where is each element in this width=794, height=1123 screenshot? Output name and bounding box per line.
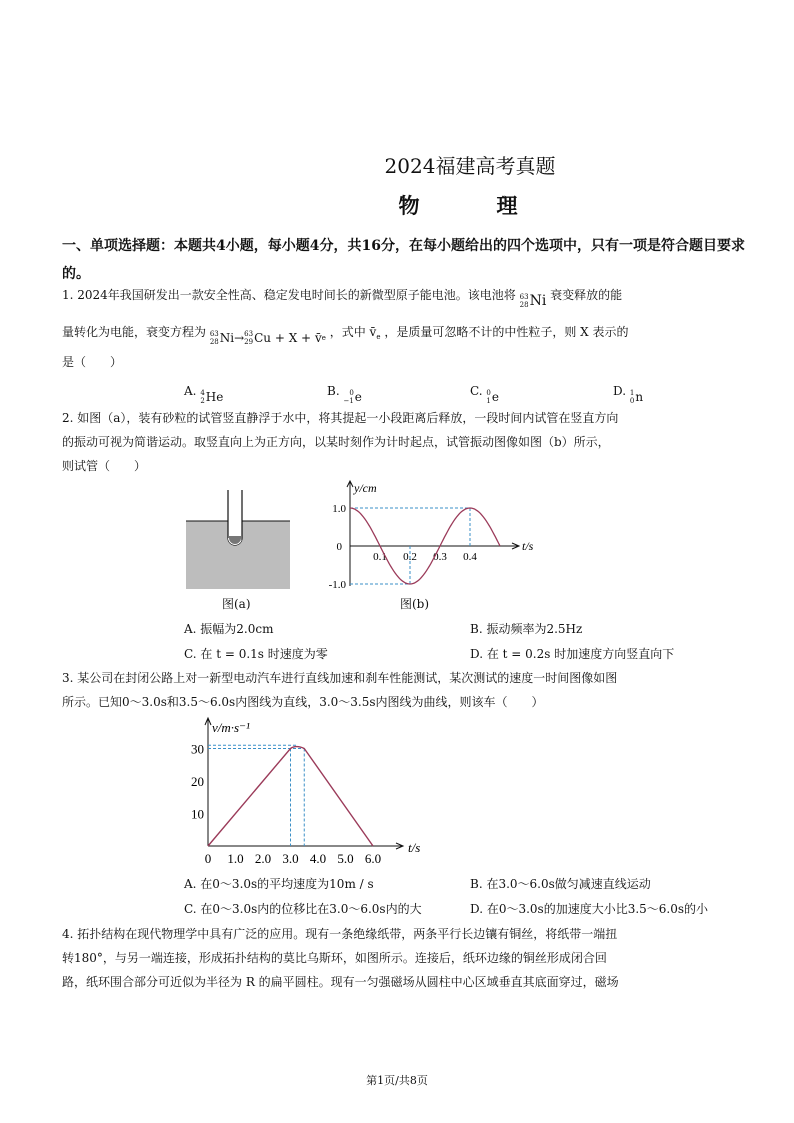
q1-line2 [62,320,762,350]
q1-line2-mid: ，式中 [329,325,366,339]
y-tick-label: -1.0 [328,579,346,591]
q3-line1: 3. 某公司在封闭公路上对一新型电动汽车进行直线加速和刹车性能测试，某次测试的速度一时间图像如图 [62,671,618,685]
x-tick-label: 2.0 [254,851,272,866]
q1-option-c: C. 0 1 e [470,384,499,405]
q1-line1 [62,283,762,313]
y-tick-label: 1.0 [332,503,346,515]
q1-line2-start: 量转化为电能，衰变方程为 [62,325,207,339]
q3-option-d: D. 在0～3.0s的加速度大小比3.5～6.0s的小 [470,902,709,916]
x-axis-label: t/s [522,539,534,553]
y-tick-label: 30 [191,741,204,757]
q1-text: 1. 2024年我国研发出一款安全性高、稳定发电时间长的新微型原子能电池。该电池将 [62,288,516,302]
x-tick-label: 4.0 [309,851,327,866]
x-tick-label: 1.0 [227,851,244,866]
y-tick-label: 20 [191,774,204,789]
x-tick-label: 0 [204,851,212,866]
decay-equation: 63 28 Ni → 63 29 Cu + X + v̄ e [209,330,326,346]
y-axis-label: y/cm [354,481,377,495]
subject-title: 物 理 [398,193,546,218]
fig-b-caption: 图(b) [400,597,430,611]
q2-option-b: B. 振动频率为2.5Hz [470,622,583,636]
x-tick-label: 6.0 [364,851,382,866]
q1-line3: 是（ ） [62,355,123,369]
fig-a-caption: 图(a) [222,597,251,611]
x-tick-label: 0.1 [373,551,387,563]
q2-option-d: D. 在 t = 0.2s 时加速度方向竖直向下 [470,647,675,661]
q3-line2: 所示。已知0～3.0s和3.5～6.0s内图线为直线，3.0～3.5s内图线为曲线，则该车（ ） [62,695,544,709]
vibration-chart [320,478,550,596]
q1-line2-end: ，是质量可忽略不计的中性粒子，则 X 表示的 [384,325,629,339]
neutrino-symbol: $v̄_e$ [369,325,381,341]
q4-line3: 路，纸环围合部分可近似为半径为 R 的扁平圆柱。现有一匀强磁场从圆柱中心区域垂直其底面穿过，磁场 [62,975,619,989]
q4-line1: 4. 拓扑结构在现代物理学中具有广泛的应用。现有一条绝缘纸带，两条平行长边镶有铜丝，将纸带一端扭 [62,927,618,941]
page-number: 第1页/共8页 [366,1074,428,1087]
x-tick-label: 0.2 [403,551,417,563]
x-tick-label: 0.3 [433,551,447,563]
y-axis-label: v/m·s⁻¹ [212,720,250,735]
q1-option-a: A. 4 2 He [184,384,224,405]
x-tick-label: 0.4 [463,551,477,563]
q1-text-end: 衰变释放的能 [550,288,623,302]
test-tube-figure [180,488,300,592]
exam-title: 2024福建高考真题 [384,154,556,178]
q4-line2: 转180°，与另一端连接，形成拓扑结构的莫比乌斯环，如图所示。连接后，纸环边缘的铜丝形成闭合回 [62,951,607,965]
ni-nuclide: 63 28 Ni [519,293,547,309]
x-axis-label: t/s [408,840,421,855]
q3-option-b: B. 在3.0～6.0s做匀减速直线运动 [470,877,651,891]
q2-line1: 2. 如图（a），装有砂粒的试管竖直静浮于水中，将其提起一小段距离后释放，一段时间内试管在竖直方向 [62,411,619,425]
q2-line3: 则试管（ ） [62,459,147,473]
q1-option-d: D. 1 0 n [613,384,644,405]
q3-option-a: A. 在0～3.0s的平均速度为10m / s [184,877,374,891]
y-tick-label: 0 [336,541,342,553]
q1-option-b: B. 0 −1 e [327,384,362,405]
x-tick-label: 3.0 [282,851,299,866]
q2-line2: 的振动可视为简谐运动。取竖直向上为正方向，以某时刻作为计时起点，试管振动图像如图（b）所示， [62,435,610,449]
q2-option-c: C. 在 t = 0.1s 时速度为零 [184,647,328,661]
velocity-chart [180,715,440,867]
x-tick-label: 5.0 [337,851,354,866]
section-heading: 一、单项选择题：本题共4小题，每小题4分，共16分，在每小题给出的四个选项中，只有一项是符合题目要求的。 [62,238,745,282]
y-tick-label: 10 [191,806,204,822]
q3-option-c: C. 在0～3.0s内的位移比在3.0～6.0s内的大 [184,902,422,916]
q2-option-a: A. 振幅为2.0cm [184,622,274,636]
